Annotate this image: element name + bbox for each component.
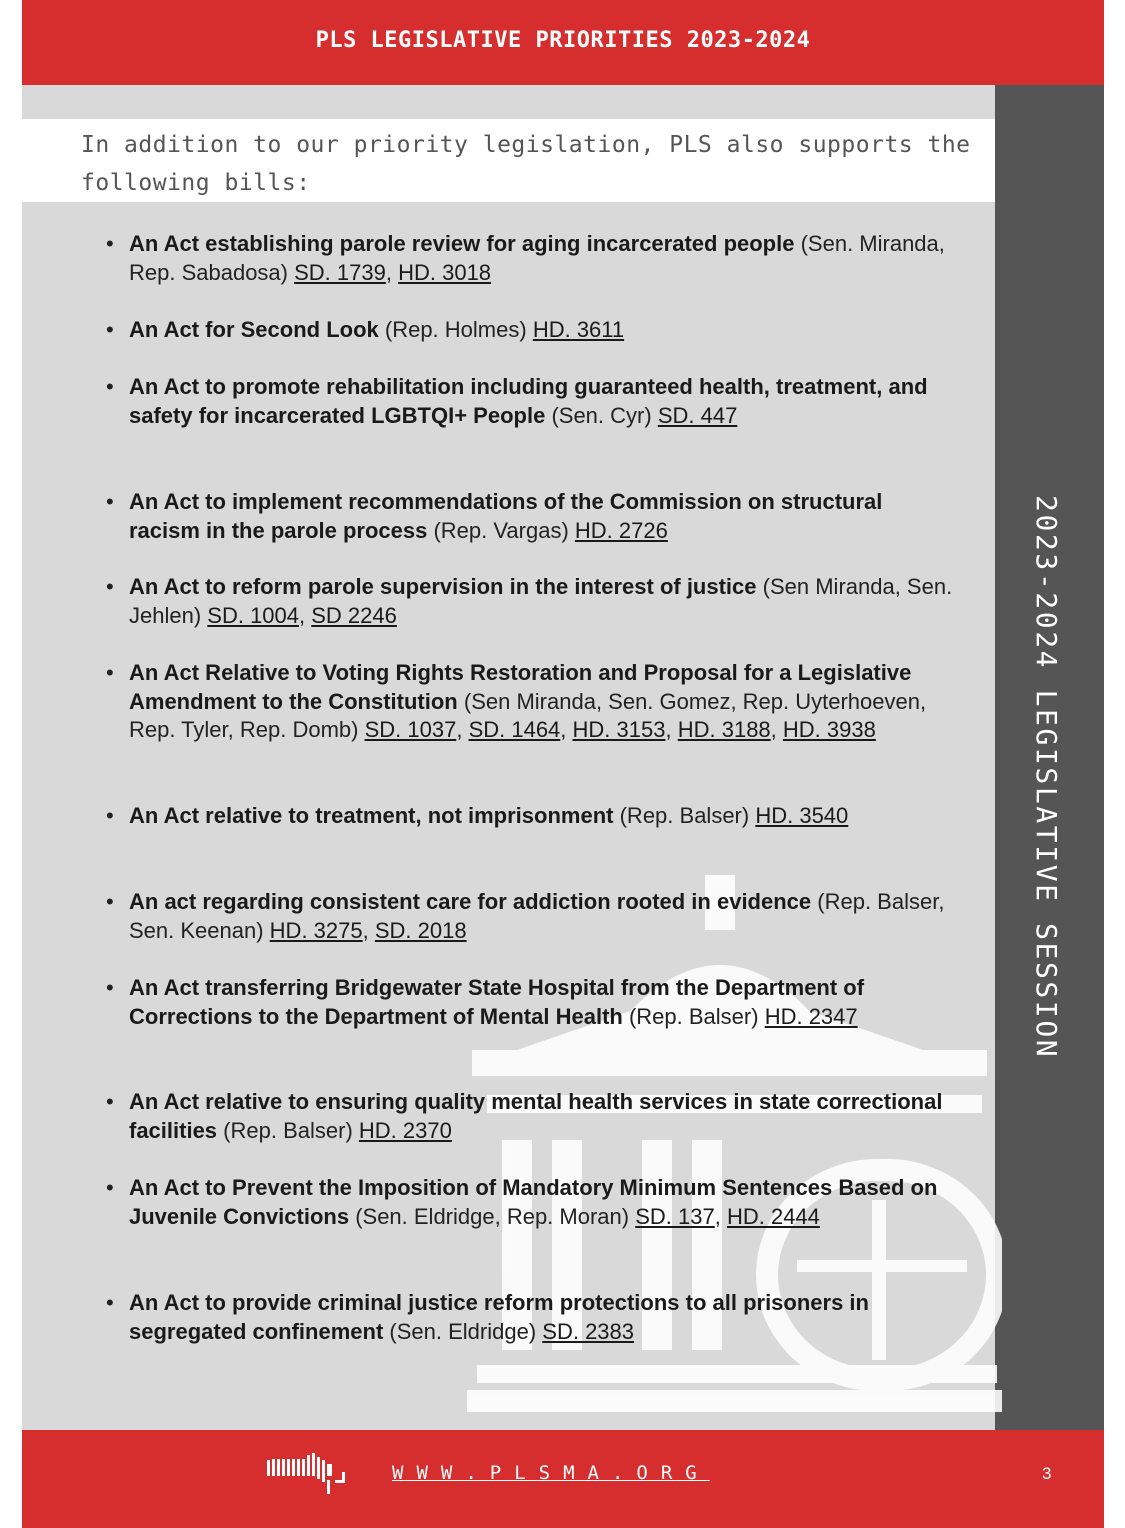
- bill-title: An Act transferring Bridgewater State Hospital from the Department of Corrections to the Department of Mental Health: [129, 975, 865, 1029]
- bill-link[interactable]: HD. 3018: [398, 259, 492, 285]
- bill-sponsors: (Rep. Balser, Sen. Keenan): [129, 889, 945, 943]
- bill-link[interactable]: SD. 1464: [468, 717, 561, 742]
- bullet-icon: •: [106, 574, 114, 599]
- bill-item: • An Act to reform parole supervision in the interest of justice (Sen Miranda, Sen. Jehlen) SD. 1004, SD 2246: [106, 574, 953, 628]
- bullet-icon: •: [106, 1290, 114, 1315]
- bill-title: An Act to Prevent the Imposition of Mandatory Minimum Sentences Based on Juvenile Convictions: [129, 1175, 938, 1229]
- bullet-icon: •: [106, 374, 114, 399]
- bill-title: An Act to implement recommendations of the Commission on structural racism in the parole process: [129, 489, 883, 543]
- massachusetts-map-logo-icon: [265, 1450, 355, 1500]
- bill-link[interactable]: HD. 3938: [782, 717, 876, 742]
- bullet-icon: •: [106, 1175, 114, 1200]
- bill-item: [106, 488, 954, 545]
- bill-link[interactable]: HD. 3153: [572, 717, 666, 742]
- bill-link[interactable]: SD. 1739: [294, 259, 386, 285]
- page-title: PLS LEGISLATIVE PRIORITIES 2023-2024: [315, 28, 811, 53]
- bill-link[interactable]: HD. 3611: [532, 317, 625, 342]
- bill-title: An Act to promote rehabilitation including guaranteed health, treatment, and safety for incarcerated LGBTQI+ People: [129, 374, 928, 428]
- bill-sponsors: (Rep. Holmes): [384, 317, 527, 342]
- bill-item: • An Act to Prevent the Imposition of Mandatory Minimum Sentences Based on Juvenile Convictions (Sen. Eldridge, Rep. Moran) SD. 137, HD. 2444: [106, 1175, 938, 1229]
- bill-item: • An Act Relative to Voting Rights Restoration and Proposal for a Legislative Amendment to the Constitution (Sen Miranda, Sen. Gomez, Rep. Uyterhoeven, Rep. Tyler, Rep. Domb) SD. 1037, SD. 1464, HD. 3153, HD. 3188, HD. 3938: [106, 660, 927, 742]
- bill-sponsors: (Sen Miranda, Sen. Jehlen): [129, 574, 953, 628]
- bill-link[interactable]: HD. 3275: [269, 917, 363, 943]
- bill-item: • An act regarding consistent care for addiction rooted in evidence (Rep. Balser, Sen. Keenan) HD. 3275, SD. 2018: [106, 889, 945, 943]
- page-number: 3: [1042, 1464, 1052, 1483]
- bill-title: An Act relative to ensuring quality mental health services in state correctional facilities: [129, 1089, 943, 1143]
- bill-link[interactable]: HD. 3540: [755, 803, 849, 828]
- bill-title: An Act establishing parole review for aging incarcerated people: [129, 231, 795, 256]
- bill-link[interactable]: SD. 2383: [542, 1318, 635, 1344]
- bill-link[interactable]: HD. 2726: [574, 517, 668, 543]
- bullet-icon: •: [106, 1089, 114, 1114]
- bill-link[interactable]: SD. 2018: [374, 917, 467, 943]
- bill-sponsors: (Rep. Balser): [628, 1003, 759, 1029]
- bill-item: [106, 974, 954, 1031]
- bill-link[interactable]: SD. 447: [657, 402, 738, 428]
- bill-sponsors: (Sen. Miranda, Rep. Sabadosa): [129, 231, 945, 285]
- footer-url-link[interactable]: WWW.PLSMA.ORG: [392, 1462, 710, 1484]
- bill-item: [106, 316, 954, 345]
- bill-link[interactable]: SD. 137: [635, 1203, 715, 1229]
- bullet-icon: •: [106, 317, 114, 342]
- intro-line-1: In addition to our priority legislation, PLS also supports the: [81, 132, 971, 158]
- bill-link[interactable]: HD. 3188: [677, 717, 771, 742]
- bill-title: An Act for Second Look: [129, 317, 379, 342]
- bill-sponsors: (Sen. Eldridge, Rep. Moran): [355, 1203, 630, 1229]
- bill-sponsors: (Sen. Eldridge): [389, 1318, 537, 1344]
- bill-sponsors: (Rep. Vargas): [433, 517, 569, 543]
- bill-link[interactable]: HD. 2347: [764, 1003, 858, 1029]
- session-label: 2023-2024 LEGISLATIVE SESSION: [1030, 495, 1063, 1060]
- bill-link[interactable]: SD 2246: [311, 602, 397, 628]
- bill-title: An Act to reform parole supervision in the interest of justice: [129, 574, 757, 599]
- bill-title: An act regarding consistent care for addiction rooted in evidence: [129, 889, 812, 914]
- bill-title: An Act Relative to Voting Rights Restoration and Proposal for a Legislative Amendment to the Constitution: [129, 660, 912, 714]
- bill-item: [106, 1088, 954, 1145]
- bullet-icon: •: [106, 975, 114, 1000]
- bill-link[interactable]: SD. 1037: [364, 717, 457, 742]
- bill-title: An Act to provide criminal justice reform protections to all prisoners in segregated confinement: [129, 1290, 869, 1344]
- bill-item: [106, 1289, 954, 1346]
- bill-sponsors: (Sen. Cyr): [551, 402, 652, 428]
- bill-link[interactable]: HD. 2444: [726, 1203, 820, 1229]
- bullet-icon: •: [106, 803, 114, 828]
- bill-item: [106, 802, 954, 831]
- bill-sponsors: (Sen Miranda, Sen. Gomez, Rep. Uyterhoeven, Rep. Tyler, Rep. Domb): [129, 688, 927, 742]
- header-band: [22, 0, 1104, 85]
- bullet-icon: •: [106, 660, 114, 685]
- bill-item: [106, 373, 954, 430]
- bill-sponsors: (Rep. Balser): [619, 803, 750, 828]
- bullet-icon: •: [106, 489, 114, 514]
- bill-item: • An Act establishing parole review for aging incarcerated people (Sen. Miranda, Rep. Sabadosa) SD. 1739, HD. 3018: [106, 231, 945, 285]
- bill-title: An Act relative to treatment, not imprisonment: [129, 803, 614, 828]
- bullet-icon: •: [106, 889, 114, 914]
- bullet-icon: •: [106, 231, 114, 256]
- intro-line-2: following bills:: [81, 170, 311, 196]
- page: [22, 0, 1104, 1528]
- bill-link[interactable]: SD. 1004: [207, 602, 300, 628]
- intro-text: [81, 126, 981, 202]
- bill-sponsors: (Rep. Balser): [223, 1117, 353, 1143]
- bill-link[interactable]: HD. 2370: [358, 1117, 452, 1143]
